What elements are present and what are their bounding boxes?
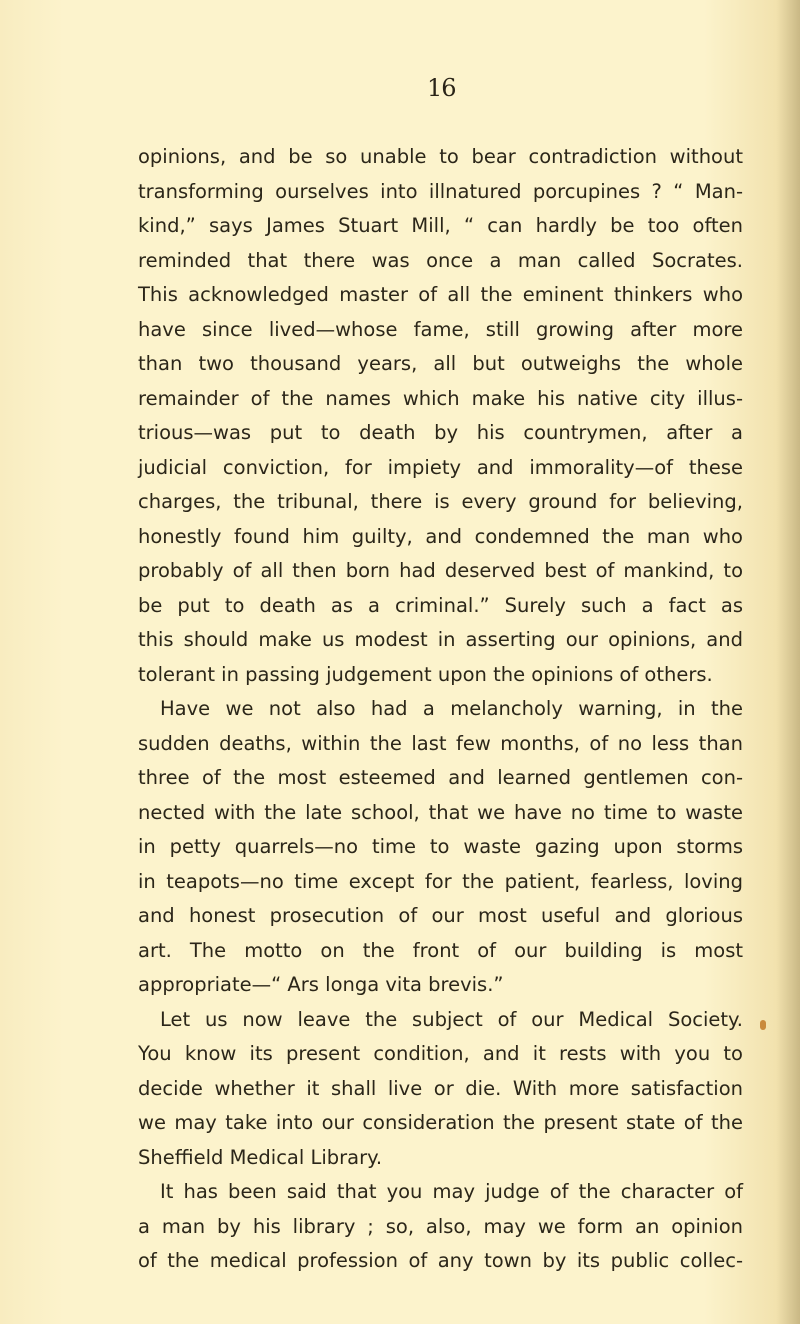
text-line: You know its present condition, and it rests with you to (138, 1042, 743, 1065)
text-line: and honest prosecution of our most useful and glorious (138, 904, 743, 927)
text-line: decide whether it shall live or die. With more satisfaction (138, 1076, 743, 1100)
text-line: opinions, and be so unable to bear contradiction without (138, 145, 743, 168)
text-line: kind,” says James Stuart Mill, “ can hardly be too often (138, 214, 743, 237)
text-line: sudden deaths, within the last few months, of no less than (138, 731, 743, 755)
text-line: remainder of the names which make his native city illus- (138, 386, 743, 410)
text-line: judicial conviction, for impiety and immorality—of these (138, 455, 743, 479)
text-line: probably of all then born had deserved best of mankind, to (138, 559, 743, 582)
text-line: tolerant in passing judgement upon the opinions of others. (138, 662, 713, 686)
text-line: It has been said that you may judge of the character of (160, 1180, 743, 1203)
text-line: have since lived—whose fame, still growing after more (138, 317, 743, 341)
text-line: a man by his library ; so, also, may we form an opinion (138, 1214, 743, 1238)
text-line: we may take into our consideration the present state of the (138, 1111, 743, 1134)
body-text (138, 140, 743, 1279)
text-line: of the medical profession of any town by its public collec- (138, 1249, 743, 1272)
text-line: Sheffield Medical Library. (138, 1145, 383, 1169)
text-line: This acknowledged master of all the eminent thinkers who (138, 283, 743, 306)
text-line: appropriate—“ Ars longa vita brevis.” (138, 973, 504, 996)
text-line: than two thousand years, all but outweighs the whole (138, 352, 743, 375)
text-line: honestly found him guilty, and condemned the man who (138, 524, 743, 548)
text-line: transforming ourselves into illnatured porcupines ? “ Man- (138, 179, 743, 203)
text-line: Have we not also had a melancholy warning, in the (160, 697, 743, 720)
text-line: reminded that there was once a man called Socrates. (138, 248, 743, 272)
text-line: in petty quarrels—no time to waste gazing upon storms (138, 835, 743, 858)
text-line: be put to death as a criminal.” Surely such a fact as (138, 593, 743, 617)
paper-speck (760, 1020, 766, 1030)
text-line: this should make us modest in asserting our opinions, and (138, 628, 743, 651)
text-line: charges, the tribunal, there is every ground for believing, (138, 490, 743, 513)
text-line: Let us now leave the subject of our Medical Society. (160, 1007, 743, 1031)
page-number: 16 (427, 74, 456, 102)
text-line: trious—was put to death by his countrymen, after a (138, 421, 743, 444)
text-line: nected with the late school, that we have no time to waste (138, 800, 743, 824)
text-line: in teapots—no time except for the patient, fearless, loving (138, 869, 743, 893)
text-line: art. The motto on the front of our building is most (138, 938, 743, 962)
text-line: three of the most esteemed and learned gentlemen con- (138, 766, 743, 789)
